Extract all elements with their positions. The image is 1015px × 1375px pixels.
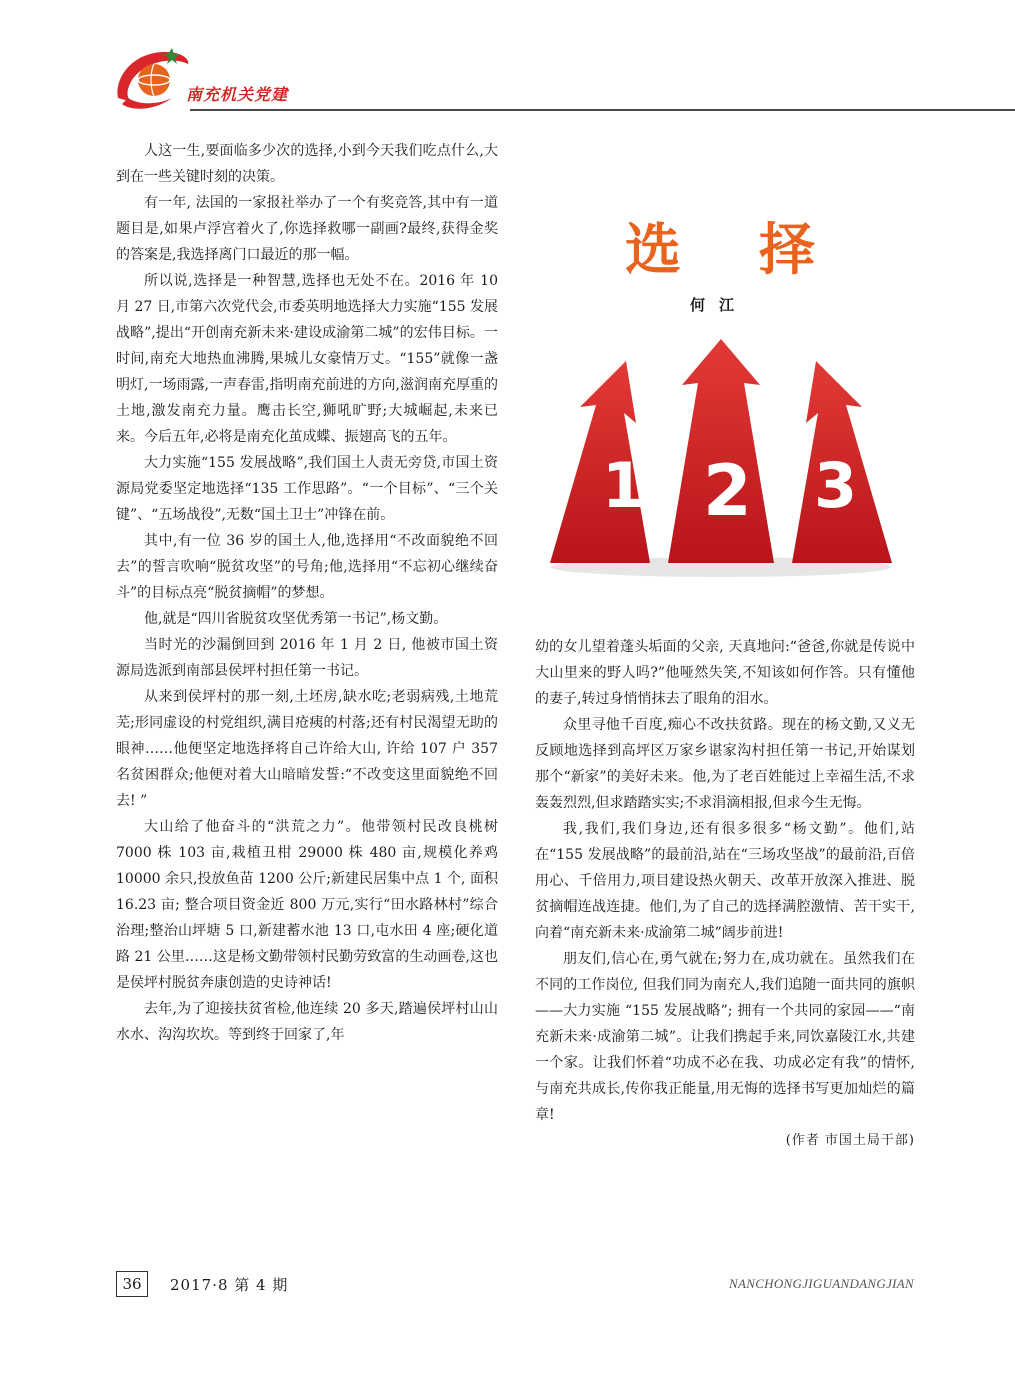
paragraph: 其中,有一位 36 岁的国土人,他,选择用“不改面貌绝不回去”的誓言吹响“脱贫攻坚”的号角;他,选择用“不忘初心继续奋斗”的目标点亮“脱贫摘帽”的梦想。 <box>116 533 498 601</box>
author-note: (作者 市国土局干部) <box>785 1133 915 1148</box>
publication-pinyin: NANCHONGJIGUANDANGJIAN <box>729 1276 914 1291</box>
paragraph: 朋友们,信心在,勇气就在;努力在,成功就在。虽然我们在不同的工作岗位, 但我们同为南充人,我们追随一面共同的旗帜——大力实施 “155 发展战略”; 拥有一个共同的家园——“南充新未来·成渝第二城”。让我们携起手来,同饮嘉陵江水,共建一个家。让我们怀着“功成不必在我、功成必定有我”的情怀,与南充共成长,传你我正能量,用无悔的选择书写更加灿烂的篇章! <box>535 951 915 1123</box>
paragraph: 众里寻他千百度,痴心不改扶贫路。现在的杨文勤,又义无反顾地选择到高坪区万家乡谌家沟村担任第一书记,开始谋划那个“新家”的美好未来。他,为了老百姓能过上幸福生活,不求轰轰烈烈,但求踏踏实实;不求涓滴相报,但求今生无悔。 <box>535 717 915 811</box>
page-number: 36 <box>116 1271 148 1297</box>
article-title-char: 择 <box>759 218 815 283</box>
paragraph: 大山给了他奋斗的“洪荒之力”。他带领村民改良桃树 7000 株 103 亩,栽植丑柑 29000 株 480 亩,规模化养鸡 10000 余只,投放鱼苗 1200 公斤;新建民居集中点 1 个, 面积 16.23 亩; 整合项目资金近 800 万元,实行“田水路林村”综合治理;整治山坪塘 5 口,新建蓄水池 13 口,屯水田 4 座;硬化道路 21 公里……这是杨文勤带领村民勤劳致富的生动画卷,这也是侯坪村脱贫奔康创造的史诗神话! <box>116 819 498 991</box>
paragraph: 有一年, 法国的一家报社举办了一个有奖竞答,其中有一道题目是,如果卢浮宫着火了,你选择救哪一副画?最终,获得金奖的答案是,我选择离门口最近的那一幅。 <box>116 195 498 263</box>
article-author: 何江 <box>690 296 749 314</box>
paragraph-continuation: 幼的女儿望着蓬头垢面的父亲, 天真地问:“爸爸,你就是传说中大山里来的野人吗?”他哑然失笑,不知该如何作答。只有懂他的妻子,转过身悄悄抹去了眼角的泪水。 <box>535 639 915 707</box>
article-left-column <box>116 138 498 1048</box>
paragraph: 他,就是“四川省脱贫攻坚优秀第一书记”,杨文勤。 <box>144 611 448 627</box>
article-title-char: 选 <box>625 218 681 283</box>
arrow-label: 1 <box>602 449 646 522</box>
article-title <box>625 218 815 284</box>
arrow-label: 2 <box>703 450 752 532</box>
publication-logo <box>112 40 192 116</box>
paragraph: 所以说,选择是一种智慧,选择也无处不在。2016 年 10 月 27 日,市第六次党代会,市委英明地选择大力实施“155 发展战略”,提出“开创南充新未来·建设成渝第二城”的宏伟目标。一时间,南充大地热血沸腾,果城儿女豪情万丈。“155”就像一盏明灯,一场雨露,一声春雷,指明南充前进的方向,滋润南充厚重的土地,激发南充力量。鹰击长空,狮吼旷野;大城崛起,未来已来。今后五年,必将是南充化茧成蝶、振翅高飞的五年。 <box>116 273 498 445</box>
paragraph: 从来到侯坪村的那一刻,土坯房,缺水吃;老弱病残,土地荒芜;形同虚设的村党组织,满目疮痍的村落;还有村民渴望无助的眼神……他便坚定地选择将自己许给大山, 许给 107 户 357 名贫困群众;他便对着大山暗暗发誓:“不改变这里面貌绝不回去! ” <box>116 689 498 809</box>
article-right-column <box>535 634 915 1154</box>
arrows-illustration <box>540 335 902 579</box>
arrow-label: 3 <box>814 449 858 522</box>
paragraph: 人这一生,要面临多少次的选择,小到今天我们吃点什么,大到在一些关键时刻的决策。 <box>116 143 498 185</box>
paragraph: 去年,为了迎接扶贫省检,他连续 20 多天,踏遍侯坪村山山水水、沟沟坎坎。等到终于回家了,年 <box>116 1001 498 1043</box>
header-rule <box>190 109 1015 111</box>
paragraph: 我,我们,我们身边,还有很多很多“杨文勤”。他们,站在“155 发展战略”的最前沿,站在“三场攻坚战”的最前沿,百倍用心、千倍用力,项目建设热火朝天、改革开放深入推进、脱贫摘帽连战连捷。他们,为了自己的选择满腔激情、苦干实干,向着“南充新未来·成渝第二城”阔步前进! <box>535 821 915 941</box>
paragraph: 当时光的沙漏倒回到 2016 年 1 月 2 日, 他被市国土资源局选派到南部县侯坪村担任第一书记。 <box>116 637 498 679</box>
issue-info: 2017·8 第 4 期 <box>170 1276 289 1294</box>
publication-title: 南充机关党建 <box>186 85 289 104</box>
paragraph: 大力实施“155 发展战略”,我们国土人责无旁贷,市国土资源局党委坚定地选择“135 工作思路”。“一个目标”、“三个关键”、“五场战役”,无数“国土卫士”冲锋在前。 <box>116 455 498 523</box>
